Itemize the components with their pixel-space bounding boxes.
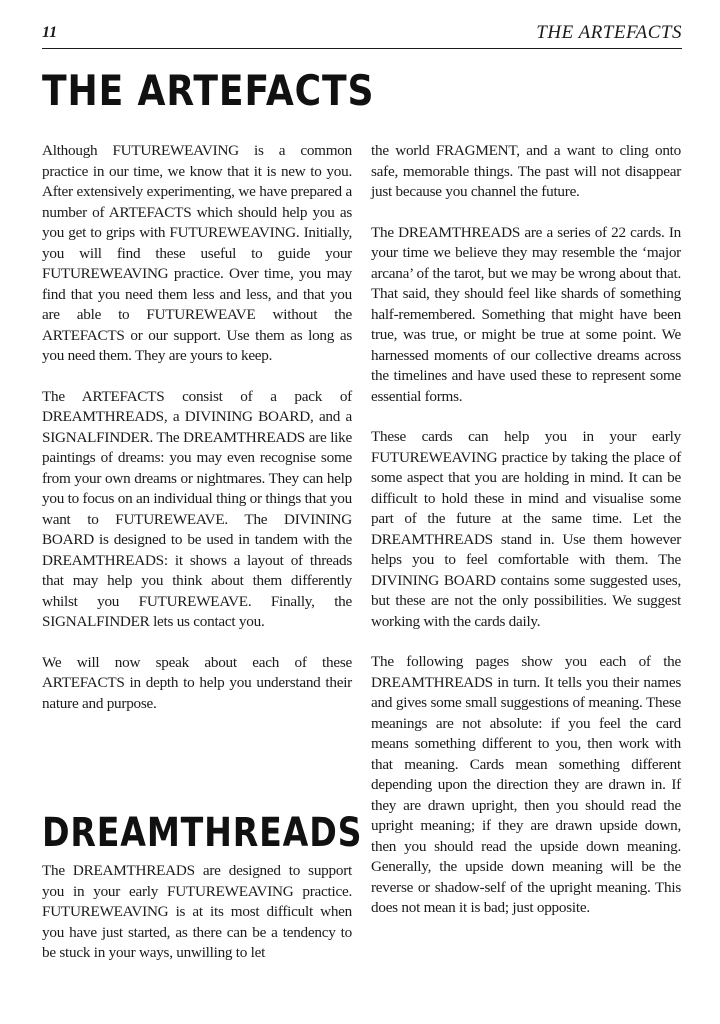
transition-paragraph: We will now speak about each of these ARTEFACTS in depth to help you understand their nature and purpose.: [42, 653, 352, 712]
right-column: [371, 141, 681, 939]
page-header: [42, 20, 682, 49]
section-heading-dreamthreads: DREAMTHREADS: [42, 810, 363, 856]
intro-paragraph: Although FUTUREWEAVING is a common practice in our time, we know that it is new to you. After extensively experimenting, we have prepared a number of ARTEFACTS which should help you as you get to grips with FUTUREWEAVING. Initially, you will find these useful to guide your FUTUREWEAVING practice. Over time, you may find that you need them less and less, and that you are able to FUTUREWEAVE without the ARTEFACTS or our support. Use them as long as you need them. They are yours to keep.: [42, 142, 352, 364]
page-number: 11: [42, 24, 58, 41]
dreamthreads-intro: [42, 861, 352, 984]
running-title: THE ARTEFACTS: [536, 22, 682, 43]
artefacts-list-paragraph: The ARTEFACTS consist of a pack of DREAMTHREADS, a DIVINING BOARD, and a SIGNALFINDER. The DREAMTHREADS are like paintings of dreams: you may even recognise some from your own dreams or nightmares. They can help you to focus on an individual thing or things that you want to FUTUREWEAVE. The DIVINING BOARD is designed to be used in tandem with the DREAMTHREADS: it shows a layout of threads that may help you think about them differently whilst you FUTUREWEAVE. Finally, the SIGNALFINDER lets us contact you.: [42, 387, 352, 630]
page-title: THE ARTEFACTS: [42, 66, 375, 115]
cards-description-paragraph: The DREAMTHREADS are a series of 22 cards. In your time we believe they may resemble the ‘major arcana’ of the tarot, but we may be wrong about that. That said, they should feel like shards of something half-remembered. Something that might have been true, was true, or might be true at some point. We harnessed moments of our collective dreams across the timelines and have used these to represent some essential forms.: [371, 223, 681, 405]
dreamthreads-paragraph: The DREAMTHREADS are designed to support you in your early FUTUREWEAVING practice. FUTUREWEAVING is at its most difficult when you have just started, as there can be a tendency to be stuck in your ways, unwilling to let: [42, 862, 352, 961]
left-column: [42, 141, 352, 734]
meanings-paragraph: The following pages show you each of the DREAMTHREADS in turn. It tells you their names and gives some small suggestions of meaning. These meanings are not absolute: if you feel the card means something different to you, then work with that meaning. Cards mean something different depending upon the direction they are drawn in. If they are drawn upright, then you should read the upright meaning; if they are drawn upside down, then you should read the upside down meaning. Generally, the upside down meaning will be the reverse or shadow-self of the upright meaning. This does not mean it is bad; just opposite.: [371, 653, 681, 916]
cards-usage-paragraph: These cards can help you in your early FUTUREWEAVING practice by taking the place of some aspect that you are holding in mind. It can be difficult to hold these in mind and visualise some part of the future at the same time. Let the DREAMTHREADS stand in. Use them however helps you to feel comfortable with them. The DIVINING BOARD contains some suggested uses, but these are not the only possibilities. We suggest working with the cards daily.: [371, 428, 681, 630]
continued-paragraph: the world FRAGMENT, and a want to cling onto safe, memorable things. The past will not disappear just because you channel the future.: [371, 142, 681, 200]
